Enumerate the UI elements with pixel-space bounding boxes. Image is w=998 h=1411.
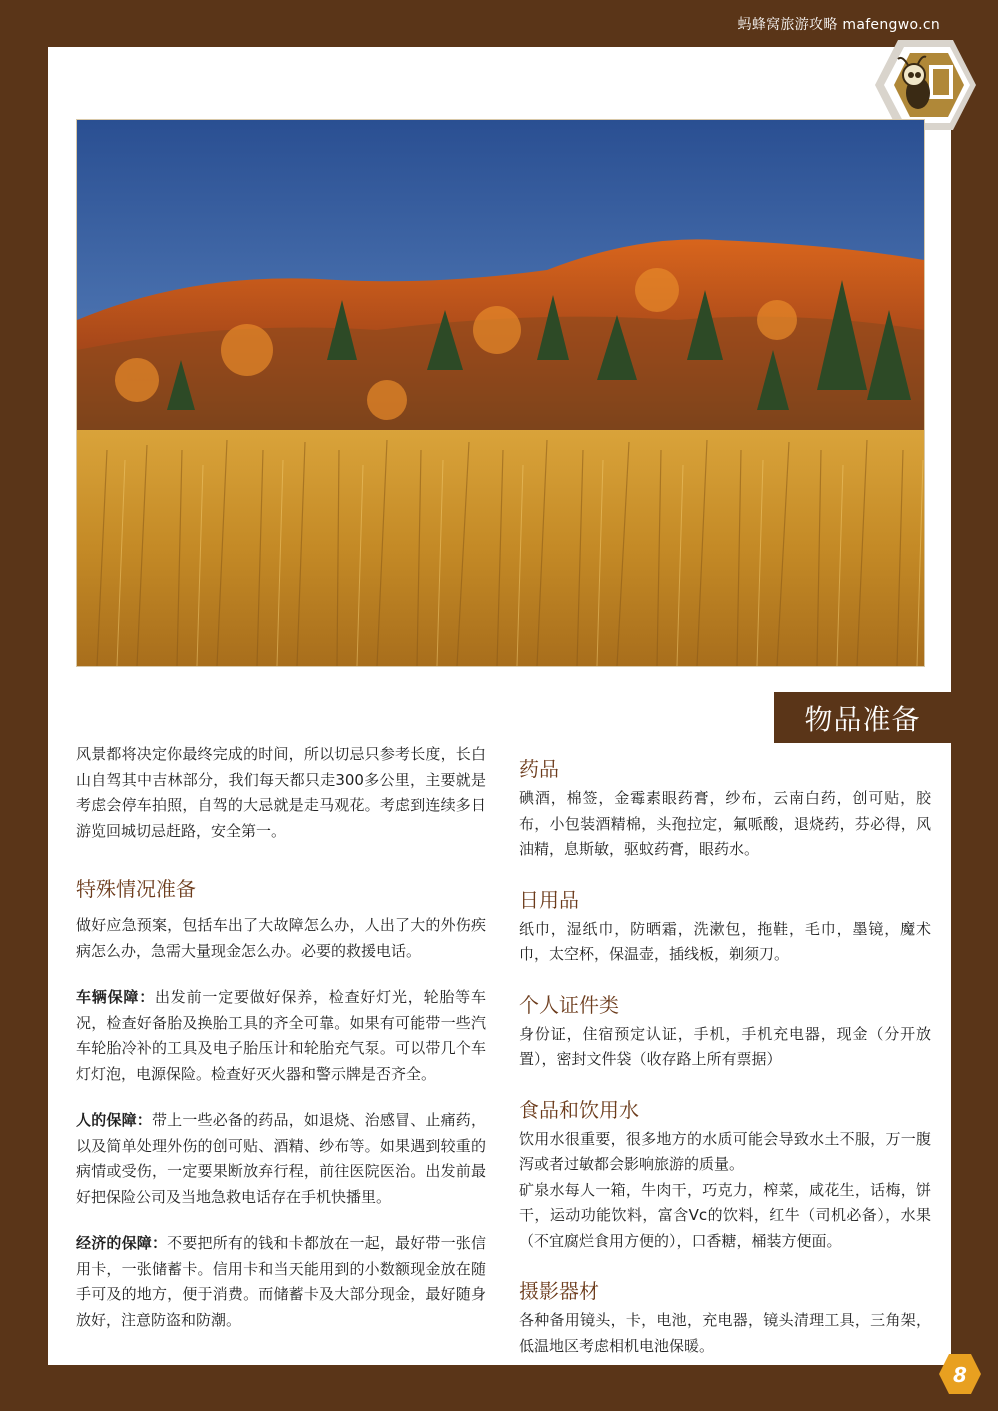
daily-paragraph: 纸巾，湿纸巾，防晒霜，洗漱包，拖鞋，毛巾，墨镜，魔术巾，太空杯，保温壶，插线板，剃须刀。	[519, 919, 931, 963]
food-paragraph-1: 饮用水很重要，很多地方的水质可能会导致水土不服，万一腹泻或者过敏都会影响旅游的质量。	[519, 1129, 931, 1173]
vehicle-text: 出发前一定要做好保养，检查好灯光，轮胎等车况，检查好备胎及换胎工具的齐全可靠。如果有可能带一些汽车轮胎冷补的工具及电子胎压计和轮胎充气泵。可以带几个车灯灯泡，电源保险。检查好灭火器和警示牌是否齐全。	[76, 988, 486, 1083]
autumn-cornfield-photo	[76, 119, 925, 667]
special-heading: 特殊情况准备	[76, 877, 196, 901]
photo-gear-paragraph: 各种备用镜头，卡，电池，充电器，镜头清理工具，三角架，低温地区考虑相机电池保暖。	[519, 1311, 931, 1355]
section-title-tab: 物品准备	[774, 692, 951, 743]
medicine-heading: 药品	[519, 757, 559, 781]
medicine-paragraph: 碘酒，棉签，金霉素眼药膏，纱布，云南白药，创可贴，胶布，小包装酒精棉，头孢拉定，氟哌酸，退烧药，芬必得，风油精，息斯敏，驱蚊药膏，眼药水。	[519, 789, 931, 858]
photo-gear-heading: 摄影器材	[519, 1279, 599, 1303]
economy-label: 经济的保障：	[76, 1234, 168, 1252]
people-text: 带上一些必备的药品，如退烧、治感冒、止痛药，以及简单处理外伤的创可贴、酒精、纱布等。如果遇到较重的病情或受伤，一定要果断放弃行程，前往医院医治。出发前最好把保险公司及当地急救电话存在手机快播里。	[76, 1111, 486, 1206]
people-label: 人的保障：	[76, 1111, 152, 1129]
documents-heading: 个人证件类	[519, 992, 619, 1017]
right-column	[519, 756, 931, 1359]
page-number: 8	[953, 1363, 967, 1387]
page-number-badge	[938, 1352, 982, 1396]
special-paragraph: 做好应急预案，包括车出了大故障怎么办，人出了大的外伤疾病怎么办，急需大量现金怎么办。必要的救援电话。	[76, 916, 486, 960]
food-paragraph-2: 矿泉水每人一箱，牛肉干，巧克力，榨菜，咸花生，话梅，饼干，运动功能饮料，富含Vc的饮料，红牛（司机必备），水果（不宜腐烂食用方便的），口香糖，桶装方便面。	[519, 1180, 931, 1250]
intro-paragraph: 风景都将决定你最终完成的时间，所以切忌只参考长度，长白山自驾其中吉林部分，我们每天都只走300多公里，主要就是考虑会停车拍照，自驾的大忌就是走马观花。考虑到连续多日游览回城切忌赶路，安全第一。	[76, 745, 486, 840]
economy-text: 不要把所有的钱和卡都放在一起，最好带一张信用卡，一张储蓄卡。信用卡和当天能用到的小数额现金放在随手可及的地方，便于消费。而储蓄卡及大部分现金，最好随身放好，注意防盗和防潮。	[76, 1234, 486, 1329]
people-paragraph	[76, 1108, 486, 1210]
documents-paragraph: 身份证，住宿预定认证，手机，手机充电器，现金（分开放置），密封文件袋（收存路上所有票据）	[519, 1024, 931, 1068]
food-heading: 食品和饮用水	[519, 1097, 639, 1122]
site-header: 蚂蜂窝旅游攻略 mafengwo.cn	[737, 17, 940, 33]
vehicle-paragraph	[76, 985, 486, 1087]
daily-heading: 日用品	[519, 887, 579, 912]
vehicle-label: 车辆保障：	[76, 988, 155, 1006]
economy-paragraph	[76, 1231, 486, 1333]
left-column	[76, 742, 486, 1333]
